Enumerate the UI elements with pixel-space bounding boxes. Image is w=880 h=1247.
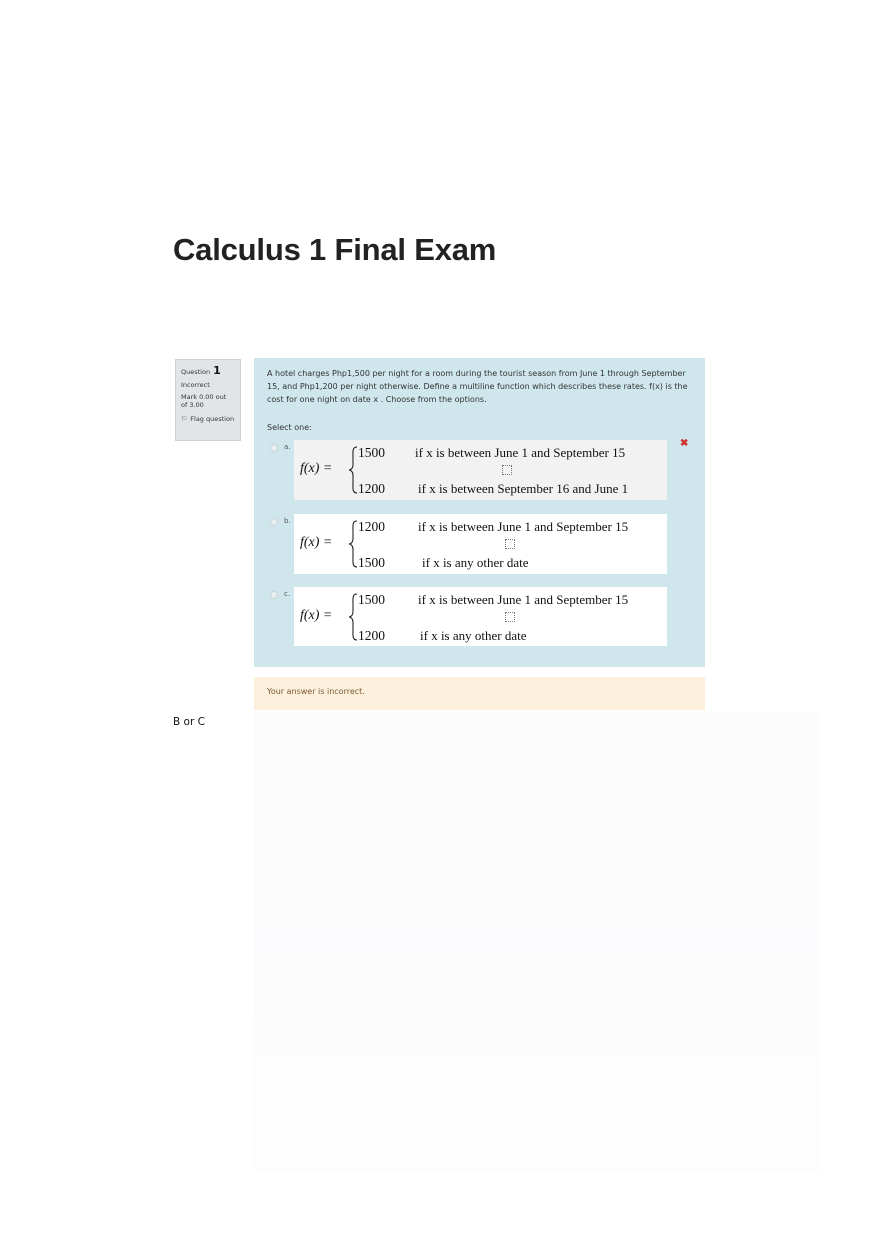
question-info <box>175 359 241 441</box>
blank-content-area <box>254 712 820 1172</box>
question-status: Incorrect <box>181 381 210 389</box>
question-mark <box>181 393 235 409</box>
question-label: Question <box>181 368 211 376</box>
option-b-bottom-value: 1500 <box>358 555 385 570</box>
flag-icon: ⚐ <box>181 415 188 423</box>
option-b-formula[interactable] <box>294 514 667 574</box>
option-b-radio[interactable] <box>270 518 278 526</box>
select-one-prompt: Select one: <box>267 423 312 432</box>
answer-note: B or C <box>173 716 205 728</box>
option-a-top-value: 1500 <box>358 445 385 460</box>
option-c-radio[interactable] <box>270 591 278 599</box>
question-number-line <box>181 364 235 377</box>
option-a-formula[interactable] <box>294 440 667 500</box>
question-mark-line1: Mark 0.00 out <box>181 393 227 401</box>
question-text: A hotel charges Php1,500 per night for a room during the tourist season from June 1 through September 15, and Php1,200 per night otherwise. Define a multiline function which describes these rates. f(x) is the cost for one night on date x . Choose from the options. <box>267 369 688 404</box>
flag-question-label: Flag question <box>190 415 235 423</box>
brace-icon <box>348 593 358 641</box>
option-c-bottom-value: 1200 <box>358 628 385 643</box>
option-b-label: b. <box>284 517 291 525</box>
option-a-radio[interactable] <box>270 444 278 452</box>
answer-feedback: Your answer is incorrect. <box>254 677 705 710</box>
flag-question-link[interactable] <box>181 415 235 423</box>
placeholder-box-icon <box>505 539 515 549</box>
option-c-label: c. <box>284 590 291 598</box>
question-panel <box>254 358 705 667</box>
brace-icon <box>348 446 358 494</box>
option-c-formula[interactable] <box>294 587 667 646</box>
option-a-bottom-value: 1200 <box>358 481 385 496</box>
option-c-fx: f(x) = <box>300 608 333 623</box>
incorrect-cross-icon: ✖ <box>680 438 689 449</box>
option-c-top-condition: if x is between June 1 and September 15 <box>418 592 629 607</box>
option-c-bottom-condition: if x is any other date <box>420 628 527 643</box>
option-a-fx: f(x) = <box>300 461 333 476</box>
option-b-bottom-condition: if x is any other date <box>422 555 529 570</box>
question-number: 1 <box>213 364 221 377</box>
placeholder-box-icon <box>505 612 515 622</box>
question-mark-line2: of 3.00 <box>181 401 204 409</box>
option-b-top-value: 1200 <box>358 519 385 534</box>
page-title: Calculus 1 Final Exam <box>173 232 497 267</box>
brace-icon <box>348 520 358 568</box>
placeholder-box-icon <box>502 465 512 475</box>
option-b-fx: f(x) = <box>300 535 333 550</box>
option-c-top-value: 1500 <box>358 592 385 607</box>
option-a-label: a. <box>284 443 291 451</box>
option-b-top-condition: if x is between June 1 and September 15 <box>418 519 629 534</box>
option-a-bottom-condition: if x is between September 16 and June 1 <box>418 481 629 496</box>
option-a-top-condition: if x is between June 1 and September 15 <box>415 445 626 460</box>
